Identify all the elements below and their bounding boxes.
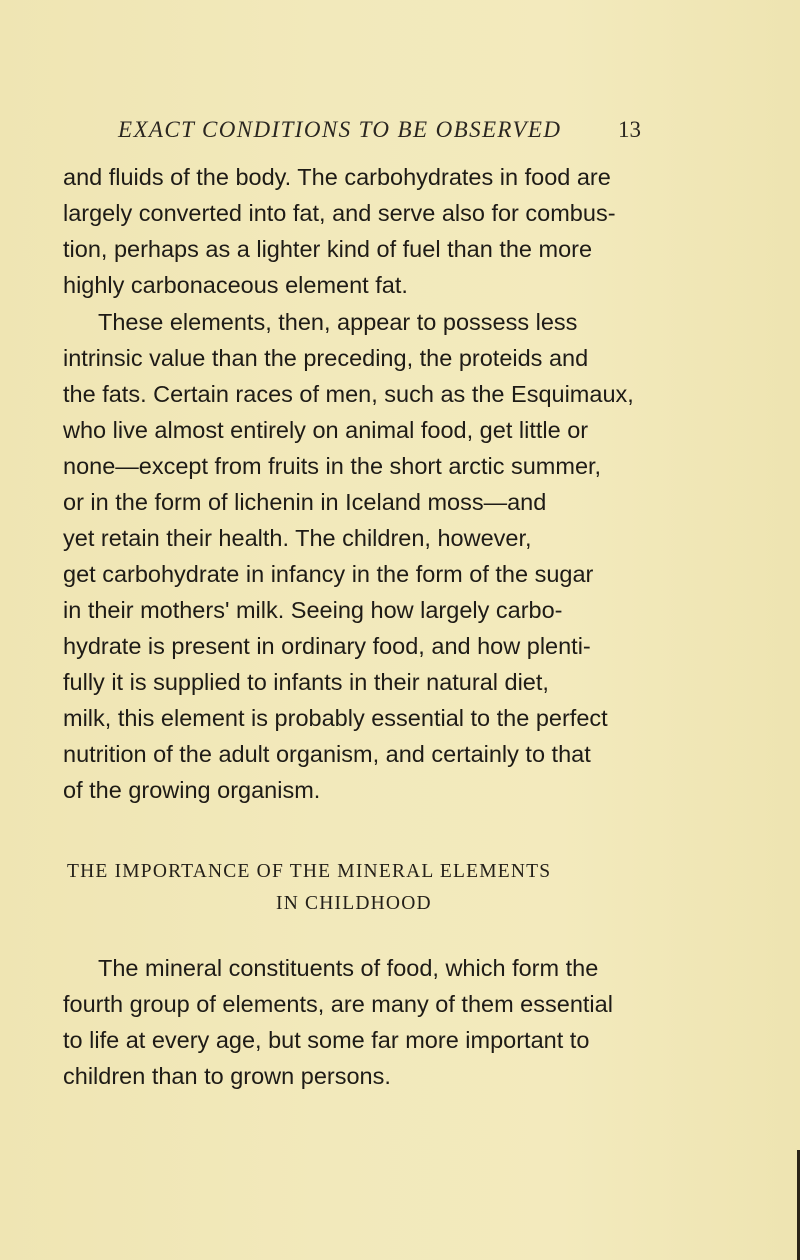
section-heading: IN CHILDHOOD (276, 893, 432, 914)
text-line: or in the form of lichenin in Iceland moss—and (63, 489, 547, 515)
text-line: none—except from fruits in the short arctic summer, (63, 453, 602, 479)
text-line: These elements, then, appear to possess less (98, 309, 578, 335)
text-line: get carbohydrate in infancy in the form of the sugar (63, 561, 594, 587)
running-head: EXACT CONDITIONS TO BE OBSERVED (118, 117, 562, 142)
text-line: highly carbonaceous element fat. (63, 272, 408, 298)
text-line: fully it is supplied to infants in their natural diet, (63, 669, 549, 695)
text-line: milk, this element is probably essential to the perfect (63, 705, 608, 731)
text-line: children than to grown persons. (63, 1063, 391, 1089)
text-line: to life at every age, but some far more important to (63, 1027, 590, 1053)
text-line: who live almost entirely on animal food, get little or (63, 417, 589, 443)
text-line: and fluids of the body. The carbohydrates in food are (63, 164, 611, 190)
text-line: tion, perhaps as a lighter kind of fuel than the more (63, 236, 593, 262)
text-line: in their mothers' milk. Seeing how largely carbo- (63, 597, 563, 623)
text-line: The mineral constituents of food, which form the (98, 955, 599, 981)
text-line: largely converted into fat, and serve also for combus- (63, 200, 616, 226)
text-line: the fats. Certain races of men, such as the Esquimaux, (63, 381, 634, 407)
page-number: 13 (618, 117, 641, 142)
text-line: nutrition of the adult organism, and certainly to that (63, 741, 591, 767)
text-line: fourth group of elements, are many of them essential (63, 991, 613, 1017)
text-line: yet retain their health. The children, however, (63, 525, 532, 551)
section-heading: THE IMPORTANCE OF THE MINERAL ELEMENTS (67, 861, 552, 882)
text-line: hydrate is present in ordinary food, and how plenti- (63, 633, 591, 659)
text-line: of the growing organism. (63, 777, 321, 803)
text-line: intrinsic value than the preceding, the proteids and (63, 345, 589, 371)
